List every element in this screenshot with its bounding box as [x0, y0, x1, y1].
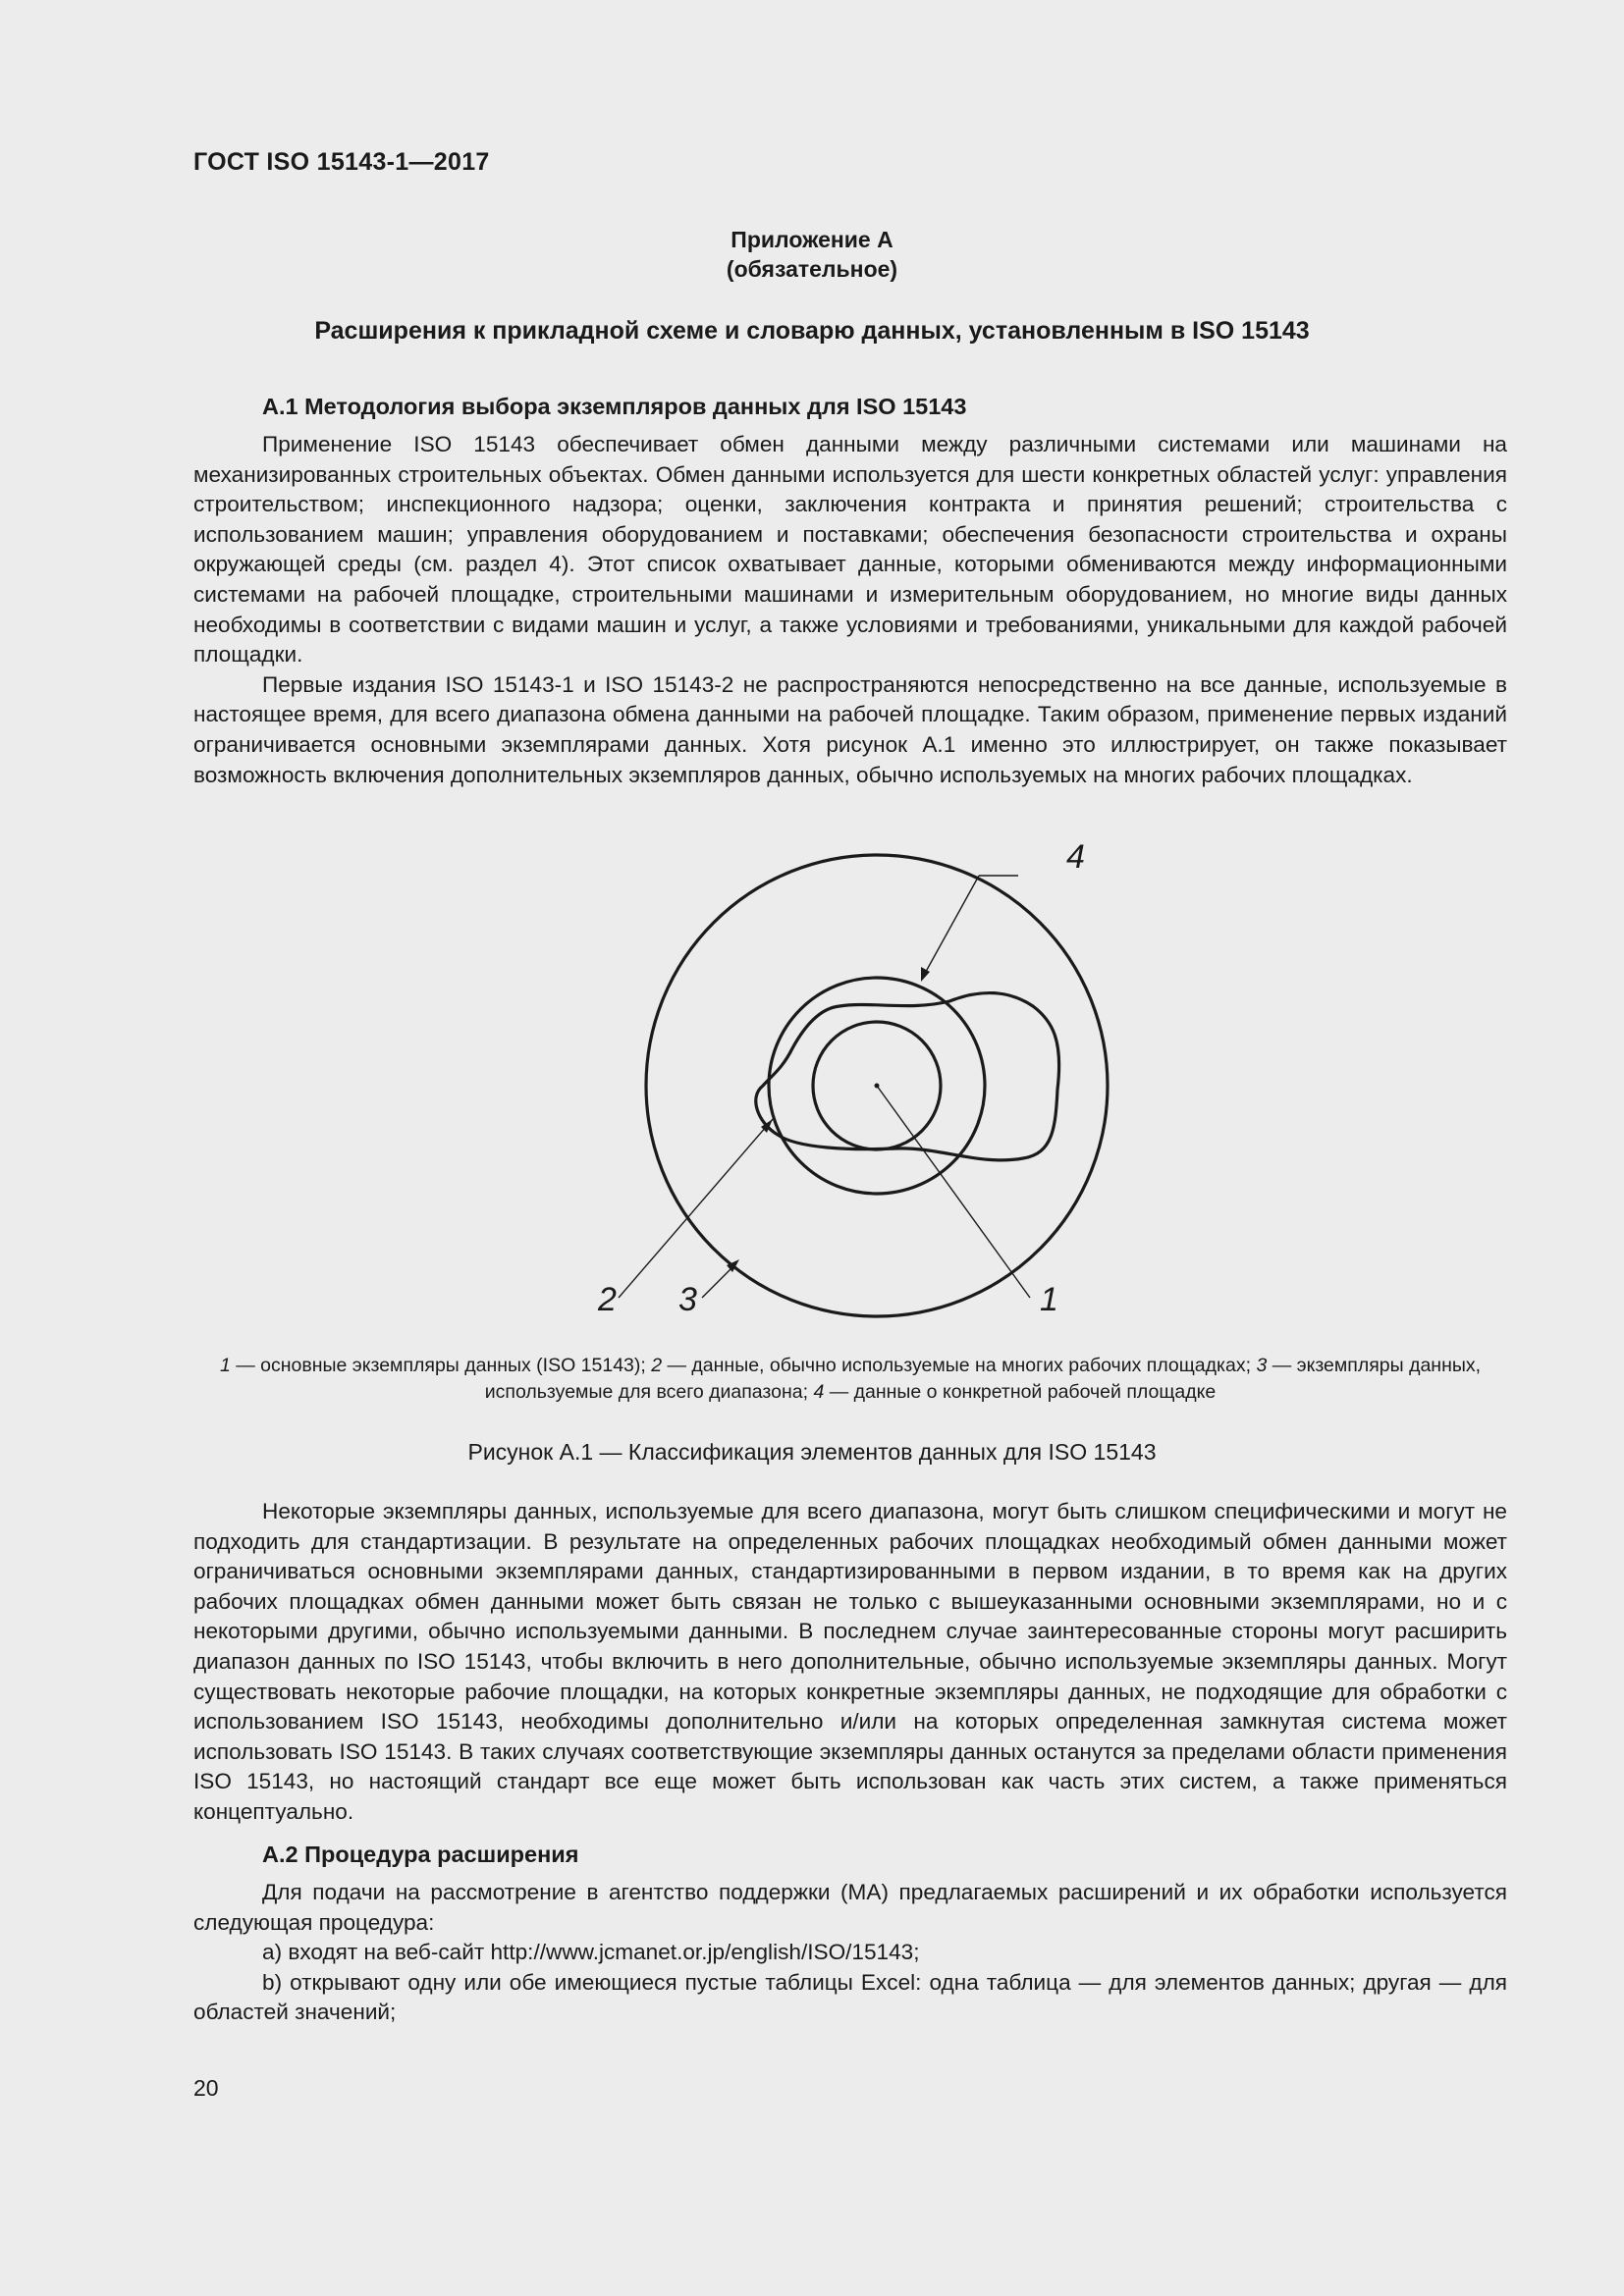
section-a2-body: [193, 1878, 1507, 2028]
document-header: ГОСТ ISO 15143-1—2017: [193, 148, 490, 176]
section-a1-body: [193, 430, 1507, 790]
figure-label-4: 4: [1066, 838, 1085, 876]
figure-label-1: 1: [1040, 1281, 1058, 1318]
annex-title: Расширения к прикладной схеме и словарю данных, установленным в ISO 15143: [314, 317, 1310, 345]
legend-num-3: 3: [1256, 1355, 1268, 1376]
arrow-4: [921, 967, 930, 982]
legend-num-4: 4: [813, 1381, 825, 1403]
legend-text-2: — данные, обычно используемые на многих рабочих площадках;: [662, 1355, 1257, 1376]
legend-num-2: 2: [651, 1355, 663, 1376]
figure-a1-diagram: [586, 834, 1136, 1325]
figure-title: Рисунок А.1 — Классификация элементов данных для ISO 15143: [467, 1439, 1157, 1465]
figure-label-2: 2: [598, 1281, 617, 1318]
paragraph: Применение ISO 15143 обеспечивает обмен данными между различными системами или машинами на механизированных строительных объектах. Обмен данными используется для шести конкретных областей услуг: управления строительством; инспекционного надзора; оценки, заключения контракта и принятия решений; строительства с использованием машин; управления оборудованием и поставками; обеспечения безопасности строительства и охраны окружающей среды (см. раздел 4). Этот список охватывает данные, которыми обмениваются между информационными системами на рабочей площадке, строительными машинами и измерительным оборудованием, но многие виды данных необходимы в соответствии с видами машин и услуг, а также условиями и требованиями, уникальными для каждой рабочей площадки.: [193, 432, 1507, 667]
legend-num-1: 1: [219, 1355, 231, 1376]
figure-label-3: 3: [678, 1281, 697, 1318]
paragraph: Для подачи на рассмотрение в агентство поддержки (МА) предлагаемых расширений и их обработки используется следующая процедура:: [193, 1880, 1507, 1935]
paragraph: Первые издания ISO 15143-1 и ISO 15143-2 не распространяются непосредственно на все данные, используемые в настоящее время, для всего диапазона обмена данными на рабочей площадке. Таким образом, применение первых изданий ограничивается основными экземплярами данных. Хотя рисунок А.1 именно это иллюстрирует, он также показывает возможность включения дополнительных экземпляров данных, обычно используемых на многих рабочих площадках.: [193, 671, 1507, 787]
specific-site-blob: [756, 993, 1059, 1160]
page-number: 20: [193, 2075, 219, 2101]
section-a2-heading: А.2 Процедура расширения: [262, 1842, 579, 1867]
annex-label: Приложение А: [731, 227, 893, 252]
list-item-a: a) входят на веб-сайт http://www.jcmanet.or.jp/english/ISO/15143;: [262, 1940, 920, 1965]
annex-heading: [0, 225, 1624, 284]
legend-text-3: — экземпляры данных, используемые для всего диапазона;: [484, 1355, 1482, 1403]
section-a1-heading: А.1 Методология выбора экземпляров данных для ISO 15143: [262, 394, 967, 419]
leader-line-4: [922, 876, 979, 979]
paragraph: Некоторые экземпляры данных, используемые для всего диапазона, могут быть слишком специфическими и могут не подходить для стандартизации. В результате на определенных рабочих площадках необходимый обмен данными может ограничиваться основными экземплярами данных, стандартизированными в первом издании, в то время как на других рабочих площадках обмен данными может быть связан не только с вышеуказанными основными экземплярами, но и с некоторыми другими, обычно используемыми данными. В последнем случае заинтересованные стороны могут расширить диапазон данных по ISO 15143, чтобы включить в него дополнительные, обычно используемые экземпляры данных. Могут существовать некоторые рабочие площадки, на которых конкретные экземпляры данных, не подходящие для обработки с использованием ISO 15143, необходимы дополнительно и/или на которых определенная замкнутая система может использовать ISO 15143. В таких случаях соответствующие экземпляры данных останутся за пределами области применения ISO 15143, но настоящий стандарт все еще может быть использован как часть этих систем, а также применяться концептуально.: [193, 1499, 1507, 1824]
figure-legend: [193, 1353, 1507, 1406]
legend-text-4: — данные о конкретной рабочей площадке: [824, 1381, 1217, 1403]
annex-status: (обязательное): [726, 256, 898, 282]
list-item-b: b) открывают одну или обе имеющиеся пустые таблицы Excel: одна таблица — для элементов данных; другая — для областей значений;: [193, 1969, 1507, 2025]
body-after-figure: [193, 1497, 1507, 1828]
leader-line-2: [619, 1119, 773, 1298]
legend-text-1: — основные экземпляры данных (ISO 15143);: [230, 1355, 652, 1376]
